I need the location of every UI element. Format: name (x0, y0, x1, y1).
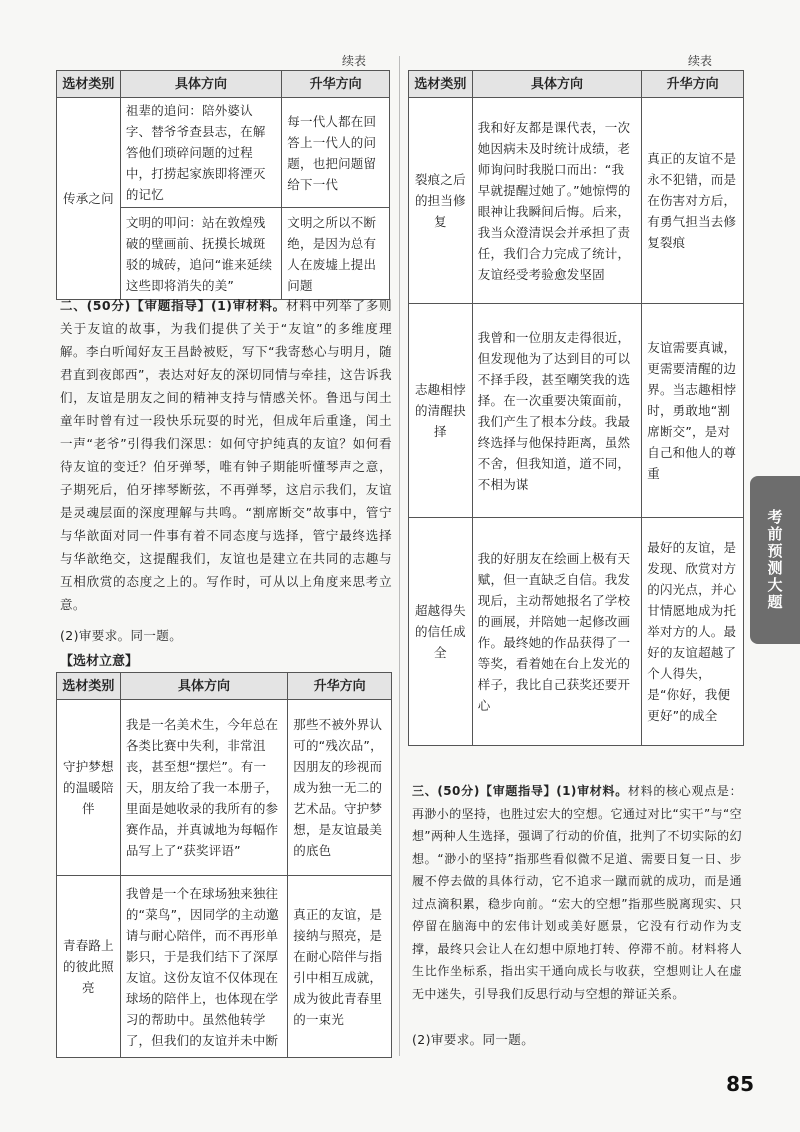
category-cell: 传承之问 (57, 98, 121, 300)
elevation-cell: 最好的友谊，是发现、欣赏对方的闪光点，并心甘情愿地成为托举对方的人。最好的友谊超越了个人得失，是“你好，我便更好”的成全 (642, 518, 744, 746)
right-continued-table (408, 70, 744, 746)
section-3-heading: 三、(50分)【审题指导】(1)审材料。 (412, 784, 628, 798)
header-elevation: 升华方向 (288, 673, 392, 700)
section-3-text (412, 780, 742, 1005)
category-cell: 志趣相悖的清醒抉择 (409, 304, 473, 518)
category-cell: 守护梦想的温暖陪伴 (57, 700, 121, 876)
elevation-cell: 文明之所以不断绝，是因为总有人在废墟上提出问题 (282, 208, 390, 300)
section-2-requirement: (2)审要求。同一题。 (60, 628, 183, 643)
category-cell: 裂痕之后的担当修复 (409, 98, 473, 304)
direction-cell: 我曾和一位朋友走得很近，但发现他为了达到目的可以不择手段，甚至嘲笑我的选择。在一次重要决策面前，我们产生了根本分歧。我最终选择与他保持距离，虽然不舍，但我知道，道不同，不相为谋 (472, 304, 641, 518)
side-tab (750, 476, 800, 644)
header-category: 选材类别 (57, 673, 121, 700)
section-2-heading: 二、(50分)【审题指导】(1)审材料。 (60, 298, 286, 313)
material-table (56, 672, 392, 1058)
header-category: 选材类别 (409, 71, 473, 98)
continued-label: 续表 (342, 54, 367, 68)
material-title: 【选材立意】 (60, 654, 139, 669)
elevation-cell: 每一代人都在回答上一代人的问题，也把问题留给下一代 (282, 98, 390, 208)
header-direction: 具体方向 (120, 71, 281, 98)
direction-cell: 我是一名美术生，今年总在各类比赛中失利，非常沮丧，甚至想“摆烂”。有一天，朋友给了我一本册子，里面是她收录的我所有的参赛作品，并真诚地为每幅作品写上了“获奖评语” (120, 700, 287, 876)
category-cell: 超越得失的信任成全 (409, 518, 473, 746)
header-elevation: 升华方向 (282, 71, 390, 98)
page-number: 85 (726, 1072, 754, 1096)
left-continued-table (56, 70, 390, 300)
header-direction: 具体方向 (472, 71, 641, 98)
category-cell: 青春路上的彼此照亮 (57, 876, 121, 1058)
direction-cell: 我的好朋友在绘画上极有天赋，但一直缺乏自信。我发现后，主动帮她报名了学校的画展，并陪她一起修改画作。最终她的作品获得了一等奖，看着她在台上发光的样子，我比自己获奖还要开心 (472, 518, 641, 746)
section-3-body: 材料的核心观点是：再渺小的坚持，也胜过宏大的空想。它通过对比“实干”与“空想”两种人生选择，强调了行动的价值，批判了不切实际的幻想。“渺小的坚持”指那些看似微不足道、需要日复一日、步履不停去做的具体行动，它不追求一蹴而就的成功，而是通过点滴积累，稳步向前。“宏大的空想”指那些脱离现实、只停留在脑海中的宏伟计划或美好愿景，它没有行动作为支撑，最终只会让人在幻想中原地打转、停滞不前。材料将人生比作坐标系，指出实干通向成长与收获，空想则让人在虚无中迷失，引导我们反思行动与空想的辩证关系。 (412, 784, 742, 1001)
elevation-cell: 友谊需要真诚，更需要清醒的边界。当志趣相悖时，勇敢地“割席断交”，是对自己和他人的尊重 (642, 304, 744, 518)
column-divider (399, 56, 400, 1056)
direction-cell: 我和好友都是课代表，一次她因病未及时统计成绩，老师询问时我脱口而出：“我早就提醒过她了。”她惊愕的眼神让我瞬间后悔。后来，我当众澄清误会并承担了责任，我们合力完成了统计，友谊经受考验愈发坚固 (472, 98, 641, 304)
elevation-cell: 真正的友谊不是永不犯错，而是在伤害对方后，有勇气担当去修复裂痕 (642, 98, 744, 304)
elevation-cell: 那些不被外界认可的“残次品”，因朋友的珍视而成为独一无二的艺术品。守护梦想，是友谊最美的底色 (288, 700, 392, 876)
direction-cell: 文明的叩问：站在敦煌残破的壁画前、抚摸长城斑驳的城砖，追问“谁来延续这些即将消失的美” (120, 208, 281, 300)
header-elevation: 升华方向 (642, 71, 744, 98)
header-category: 选材类别 (57, 71, 121, 98)
direction-cell: 我曾是一个在球场独来独往的“菜鸟”，因同学的主动邀请与耐心陪伴，而不再形单影只，于是我们结下了深厚友谊。这份友谊不仅体现在球场的陪伴上，也体现在学习的帮助中。虽然他转学了，但我们的友谊并未中断 (120, 876, 287, 1058)
continued-label: 续表 (688, 54, 713, 68)
direction-cell: 祖辈的追问：陪外婆认字、替爷爷查县志，在解答他们琐碎问题的过程中，打捞起家族即将湮灭的记忆 (120, 98, 281, 208)
section-2-body: 材料中列举了多则关于友谊的故事，为我们提供了关于“友谊”的多维度理解。李白听闻好友王昌龄被贬，写下“我寄愁心与明月，随君直到夜郎西”，表达对好友的深切同情与牵挂，这告诉我们，友谊是朋友之间的精神支持与情感关怀。鲁迅与闰土童年时曾有过一段快乐玩耍的时光，但成年后重逢，闰土一声“老爷”引得我们深思：如何守护纯真的友谊？如何看待友谊的变迁？伯牙弹琴，唯有钟子期能听懂琴声之意，子期死后，伯牙摔琴断弦，不再弹琴，这启示我们，友谊是灵魂层面的深度理解与共鸣。“割席断交”故事中，管宁与华歆面对同一件事有着不同态度与选择，管宁最终选择与华歆绝交，这提醒我们，友谊也是建立在共同的志趣与互相欣赏的态度之上的。写作时，可从以上角度来思考立意。 (60, 298, 392, 612)
section-3-requirement: (2)审要求。同一题。 (412, 1032, 535, 1047)
header-direction: 具体方向 (120, 673, 287, 700)
side-tab-label: 考前预测大题 (765, 509, 784, 611)
elevation-cell: 真正的友谊，是接纳与照亮，是在耐心陪伴与指引中相互成就，成为彼此青春里的一束光 (288, 876, 392, 1058)
section-2-text (60, 294, 392, 616)
